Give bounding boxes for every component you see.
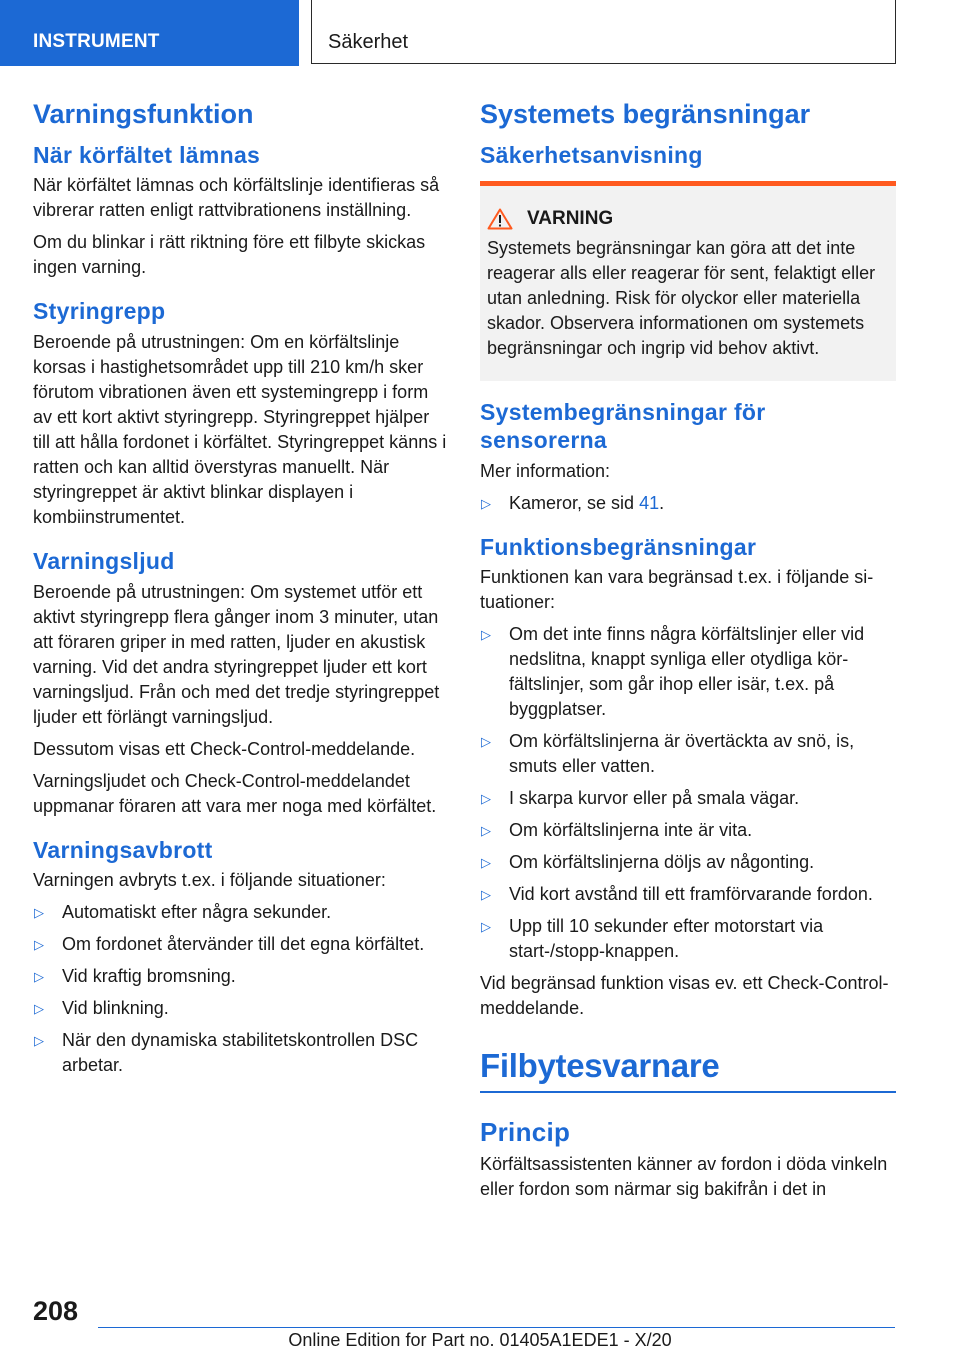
list-item: ▷ Vid blinkning. [33, 996, 449, 1021]
paragraph: Beroende på utrustningen: Om systemet utför ett aktivt styringrepp flera gånger inom 3 minuter, utan att föraren griper in med ratten, ljuder en akustisk varning. Vid det andra styringreppet ljuder ett kort varningsljud. Från och med det tredje styringreppet ljuder ett förlängt varningsljud. [33, 581, 440, 727]
paragraph: Varningsljudet och Check-Control-meddelandet uppmanar föraren att vara mer noga med körfältet. [33, 770, 437, 816]
warning-box [480, 181, 896, 381]
triangle-bullet-icon: ▷ [481, 734, 491, 750]
triangle-bullet-icon: ▷ [34, 1033, 44, 1049]
list-item: ▷ Vid kraftig bromsning. [33, 964, 449, 989]
paragraph: Funktionen kan vara begränsad t.ex. i följande situationer: [480, 567, 874, 613]
page-number: 208 [33, 1296, 79, 1326]
paragraph: Om du blinkar i rätt riktning före ett filbyte skickas ingen varning. [33, 232, 426, 278]
heading-nar-korfaltet-lamnas: När körfältet lämnas [33, 141, 261, 168]
list-item: ▷ Om körfältslinjerna döljs av någonting. [480, 850, 896, 875]
triangle-bullet-icon: ▷ [481, 791, 491, 807]
chapter-tab[interactable]: INSTRUMENT [0, 0, 299, 66]
heading-sakerhetsanvisning: Säkerhetsanvisning [480, 141, 703, 168]
warning-text: Systemets begränsningar kan göra att det inte reagerar alls eller reagerar för sent, felaktigt eller utan anledning. Risk för olyckor eller materiella skador. Observera informationen om systemets begränsningar och ingrip vid behov aktivt. [487, 238, 876, 359]
triangle-bullet-icon: ▷ [34, 905, 44, 921]
paragraph: Vid begränsad funktion visas ev. ett Check-Control-meddelande. [480, 973, 889, 1019]
list-item: ▷ Om körfältslinjerna är övertäckta av snö, is, smuts eller vatten. [481, 731, 855, 777]
section-title-systemets-begransningar: Systemets begränsningar [480, 99, 811, 129]
triangle-bullet-icon: ▷ [481, 495, 491, 511]
triangle-bullet-icon: ▷ [481, 627, 491, 643]
list-item: ▷ När den dynamiska stabilitetskontrollen DSC arbetar. [34, 1030, 419, 1076]
warning-label: VARNING [527, 208, 614, 230]
warning-title [487, 208, 889, 230]
page-header [0, 0, 960, 66]
section-title-varningsfunktion: Varningsfunktion [33, 99, 254, 129]
paragraph: Varningen avbryts t.ex. i följande situationer: [33, 870, 386, 891]
heading-varningsljud: Varningsljud [33, 547, 175, 574]
triangle-bullet-icon: ▷ [481, 855, 491, 871]
page-link-41[interactable]: 41 [639, 492, 660, 513]
footer-divider [98, 1327, 895, 1328]
bullet-list [480, 622, 896, 964]
heading-systembegransningar-sensorerna: Systembegränsningar för sensorerna [480, 399, 766, 453]
heading-princip: Princip [480, 1117, 571, 1148]
list-item: ▷ I skarpa kurvor eller på smala vägar. [480, 786, 896, 811]
list-item: ▷ Vid kort avstånd till ett framförvarande fordon. [480, 882, 896, 907]
list-item: ▷ Om fordonet återvänder till det egna körfältet. [33, 932, 449, 957]
bullet-list [33, 900, 449, 1078]
warning-triangle-icon [487, 208, 513, 230]
list-item: ▷ Upp till 10 sekunder efter motorstart via start-/stopp-knappen. [481, 916, 824, 962]
right-column [480, 98, 896, 1209]
paragraph: Mer information: [480, 460, 611, 481]
list-item: ▷ Kameror, se sid 41. [480, 491, 896, 516]
heading-styringrepp: Styringrepp [33, 298, 166, 325]
triangle-bullet-icon: ▷ [481, 887, 491, 903]
footer-edition: Online Edition for Part no. 01405A1EDE1 - X/20 [288, 1330, 672, 1350]
list-item: ▷ Om det inte finns några körfältslinjer eller vid nedslitna, knappt synliga eller otydliga körfältslinjer, som går ihop eller isär, t.ex. på byggplatser. [481, 624, 865, 720]
list-item: ▷ Automatiskt efter några sekunder. [33, 900, 449, 925]
left-column [33, 98, 449, 1085]
paragraph: När körfältet lämnas och körfältslinje identifieras så vibrerar ratten enligt rattvibrationens inställning. [33, 175, 440, 221]
paragraph: Körfältsassistenten känner av fordon i döda vinkeln eller fordon som närmar sig bakifrån i det in [480, 1154, 888, 1200]
list-item: ▷ Om körfältslinjerna inte är vita. [480, 818, 896, 843]
section-tab[interactable]: Säkerhet [311, 0, 896, 64]
bullet-list [480, 491, 896, 516]
triangle-bullet-icon: ▷ [34, 937, 44, 953]
triangle-bullet-icon: ▷ [481, 919, 491, 935]
triangle-bullet-icon: ▷ [481, 823, 491, 839]
triangle-bullet-icon: ▷ [34, 1001, 44, 1017]
section-title-filbytesvarnare: Filbytesvarnare [480, 1047, 896, 1093]
paragraph: Dessutom visas ett Check-Control-meddelande. [33, 738, 416, 759]
triangle-bullet-icon: ▷ [34, 969, 44, 985]
heading-varningsavbrott: Varningsavbrott [33, 836, 213, 863]
heading-funktionsbegransningar: Funktionsbegränsningar [480, 533, 757, 560]
paragraph: Beroende på utrustningen: Om en körfältslinje korsas i hastighetsområdet upp till 210 km/h sker förutom vibrationen även ett systemingrepp i form av ett kort aktivt styringrepp. Styringreppet hjälper till att hålla fordonet i körfältet. Styringreppet känns i ratten och kan alltid överstyras manuellt. När styringreppet är aktivt blinkar displayen i kombiinstrumentet. [33, 331, 447, 527]
